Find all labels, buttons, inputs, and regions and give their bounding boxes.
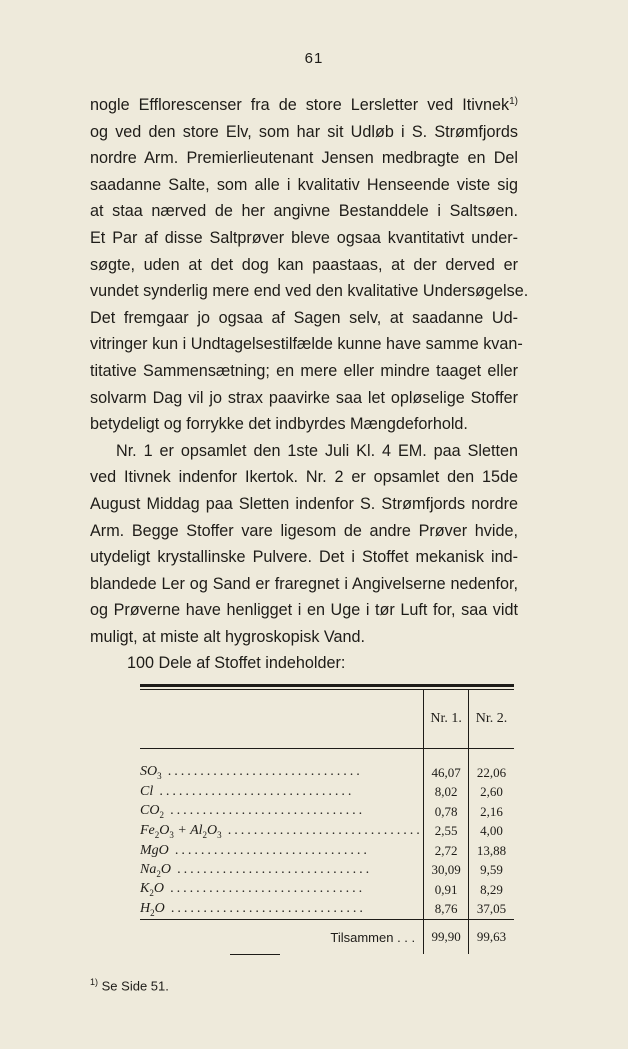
row-value-nr1: 0,78	[424, 802, 469, 822]
table-row	[140, 749, 514, 783]
formula-text: $Na_2O$	[140, 861, 171, 879]
text-line: 100 Dele af Stoffet indeholder:	[127, 654, 346, 673]
text-line	[90, 92, 518, 119]
formula-text: $SO_3$	[140, 764, 162, 782]
header-blank	[140, 690, 424, 749]
row-value-nr1: 2,55	[424, 822, 469, 842]
table-top-rule	[140, 684, 514, 687]
text-line: betydeligt og forrykke det indbyrdes Mængdeforhold.	[90, 415, 468, 434]
column-header-nr2: Nr. 2.	[469, 690, 514, 749]
total-label: Tilsammen . . .	[140, 920, 424, 955]
table-body	[140, 749, 514, 920]
text-line: blandede Ler og Sand er fraregnet i Angivelserne nedenfor,	[90, 574, 518, 593]
text-line: August Middag paa Sletten indenfor S. Strømfjords nordre	[90, 494, 518, 513]
row-value-nr2: 2,60	[469, 783, 514, 803]
leader-dots: ..............................	[221, 822, 424, 838]
total-nr1: 99,90	[424, 920, 469, 955]
composition-table-grid	[140, 690, 514, 954]
text-line: søgte, uden at det dog kan paastaas, at der derved er	[90, 255, 518, 274]
row-formula	[140, 783, 424, 803]
row-formula	[140, 841, 424, 861]
row-formula	[140, 822, 424, 842]
leader-dots: ..............................	[168, 842, 371, 858]
footnote	[90, 977, 169, 993]
body-text	[90, 92, 529, 677]
formula-text: $Fe_2O_3 + Al_2O_3$	[140, 822, 222, 840]
footnote-text: Se Side 51.	[101, 978, 169, 994]
row-formula	[140, 861, 424, 881]
text-line: vundet synderlig mere end ved den kvalitative Undersøgelse.	[90, 282, 529, 301]
formula-text: $K_2O$	[140, 881, 164, 899]
text-line: Et Par af disse Saltprøver bleve ogsaa kvantitativt under-	[90, 228, 518, 247]
text-line: saadanne Salte, som alle i kvalitativ Henseende viste sig	[90, 175, 518, 194]
table-row	[140, 900, 514, 920]
formula-text: $H_2O$	[140, 900, 165, 918]
row-value-nr1: 46,07	[424, 749, 469, 783]
table-row	[140, 783, 514, 803]
row-value-nr2: 2,16	[469, 802, 514, 822]
table-row	[140, 861, 514, 881]
row-value-nr2: 13,88	[469, 841, 514, 861]
text-line: og Prøverne have henligget i en Uge i tør Luft for, saa vidt	[90, 601, 518, 620]
row-value-nr2: 22,06	[469, 749, 514, 783]
row-value-nr1: 2,72	[424, 841, 469, 861]
formula-text: MgO	[140, 842, 169, 858]
table-row	[140, 841, 514, 861]
text-line: nordre Arm. Premierlieutenant Jensen medbragte en Del	[90, 149, 518, 168]
text-line: vitringer kun i Undtagelsestilfælde kunne have samme kvan-	[90, 335, 523, 354]
table-row	[140, 802, 514, 822]
leader-dots: ..............................	[163, 881, 366, 897]
leader-dots: ..............................	[170, 861, 373, 877]
row-value-nr2: 37,05	[469, 900, 514, 920]
row-value-nr2: 4,00	[469, 822, 514, 842]
row-formula	[140, 749, 424, 783]
text-line: ved Itivnek indenfor Ikertok. Nr. 2 er opsamlet den 15de	[90, 468, 518, 487]
leader-dots: ..............................	[163, 803, 366, 819]
table-bottom-rule	[230, 954, 280, 955]
text-line: muligt, at miste alt hygroskopisk Vand.	[90, 627, 366, 646]
text-line: Det fremgaar jo ogsaa af Sagen selv, at saadanne Ud-	[90, 308, 518, 327]
row-value-nr2: 8,29	[469, 880, 514, 900]
total-row	[140, 920, 514, 955]
text-line: Arm. Begge Stoffer vare ligesom de andre Prøver hvide,	[90, 521, 518, 540]
formula-text: $CO_2$	[140, 803, 164, 821]
text-line: utydeligt krystallinske Pulvere. Det i Stoffet mekanisk ind-	[90, 548, 518, 567]
row-value-nr1: 8,76	[424, 900, 469, 920]
text-line: at staa nærved de her angivne Bestanddele i Saltsøen.	[90, 202, 518, 221]
composition-table	[140, 684, 514, 955]
formula-text: Cl	[140, 784, 154, 800]
table-row	[140, 880, 514, 900]
row-value-nr1: 0,91	[424, 880, 469, 900]
text-line: og ved den store Elv, som har sit Udløb i S. Strømfjords	[90, 122, 518, 141]
text-line: Nr. 1 er opsamlet den 1ste Juli Kl. 4 EM. paa Sletten	[116, 441, 518, 460]
leader-dots: ..............................	[164, 900, 367, 916]
row-formula	[140, 802, 424, 822]
footnote-marker: 1)	[90, 977, 99, 987]
row-value-nr2: 9,59	[469, 861, 514, 881]
row-formula	[140, 900, 424, 920]
total-nr2: 99,63	[469, 920, 514, 955]
row-value-nr1: 8,02	[424, 783, 469, 803]
leader-dots: ..............................	[153, 784, 355, 800]
table-row	[140, 822, 514, 842]
row-formula	[140, 880, 424, 900]
text-line-content: nogle Efflorescenser fra de store Lersletter ved Itivnek	[90, 96, 510, 114]
text-line: titative Sammensætning; en mere eller mindre taaget eller	[90, 361, 518, 380]
footnote-ref: 1)	[509, 96, 518, 107]
row-value-nr1: 30,09	[424, 861, 469, 881]
text-line: solvarm Dag vil jo strax paavirke saa let opløselige Stoffer	[90, 388, 518, 407]
page-number: 61	[304, 50, 324, 67]
column-header-nr1: Nr. 1.	[424, 690, 469, 749]
leader-dots: ..............................	[161, 764, 364, 780]
